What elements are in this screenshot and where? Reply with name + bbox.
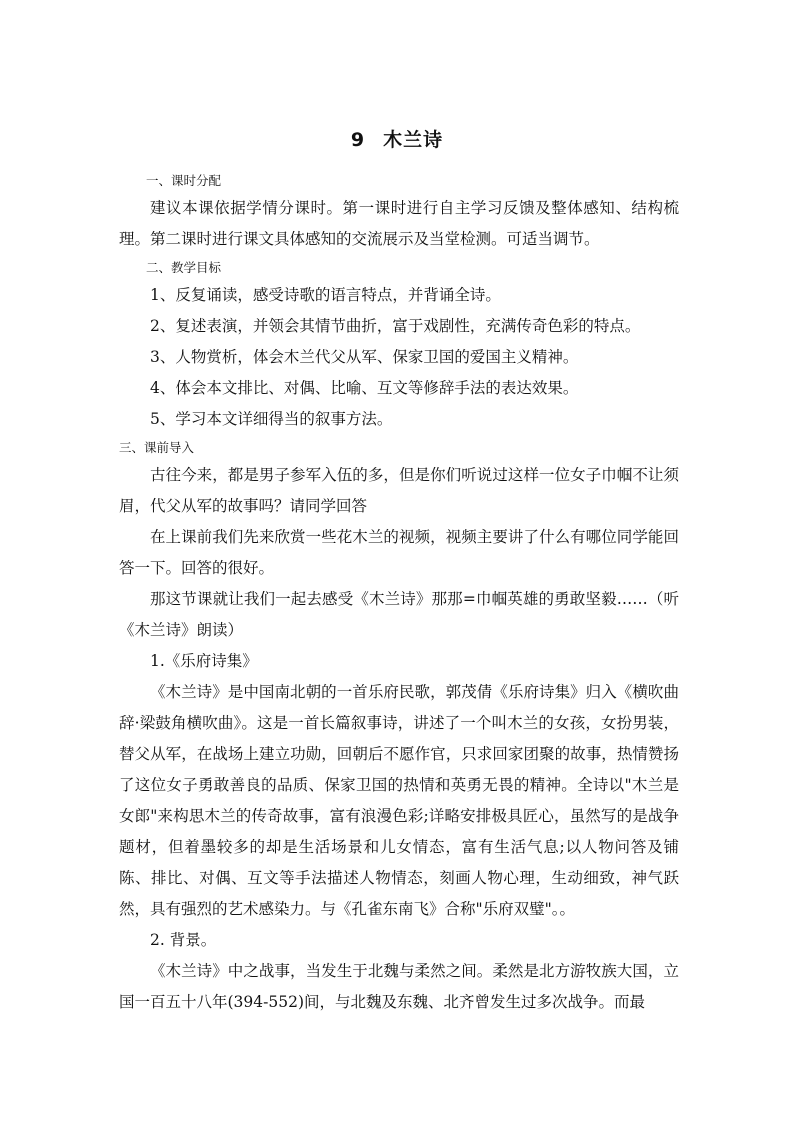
paragraph-intro-1: 古往今来，都是男子参军入伍的多，但是你们听说过这样一位女子巾帼不让须眉，代父从军的故事吗？请同学回答 xyxy=(119,466,679,515)
page-title xyxy=(0,125,794,152)
lesson-title: 木兰诗 xyxy=(383,129,444,151)
goal-item-5: 5、学习本文详细得当的叙事方法。 xyxy=(150,410,393,428)
document-body xyxy=(119,168,679,1018)
paragraph-intro-3: 那这节课就让我们一起去感受《木兰诗》那那=巾帼英雄的勇敢坚毅……（听《木兰诗》朗读） xyxy=(119,590,679,639)
subheading-yuefu: 1.《乐府诗集》 xyxy=(150,652,258,670)
goal-item-1: 1、反复诵读，感受诗歌的语言特点，并背诵全诗。 xyxy=(150,286,501,304)
subheading-background: 2. 背景。 xyxy=(150,931,217,949)
paragraph-background: 《木兰诗》中之战事，当发生于北魏与柔然之间。柔然是北方游牧族大国，立国一百五十八年(394-552)间，与北魏及东魏、北齐曾发生过多次战争。而最 xyxy=(119,962,679,1011)
lesson-number: 9 xyxy=(350,129,366,151)
paragraph-schedule: 建议本课依据学情分课时。第一课时进行自主学习反馈及整体感知、结构梳理。第二课时进行课文具体感知的交流展示及当堂检测。可适当调节。 xyxy=(119,199,679,248)
section-heading-3: 三、课前导入 xyxy=(119,440,195,455)
section-heading-1: 一、课时分配 xyxy=(146,173,222,188)
paragraph-yuefu: 《木兰诗》是中国南北朝的一首乐府民歌，郭茂倩《乐府诗集》归入《横吹曲辞·梁鼓角横吹曲》。这是一首长篇叙事诗，讲述了一个叫木兰的女孩，女扮男装，替父从军，在战场上建立功勋，回朝后不愿作官，只求回家团聚的故事，热情赞扬了这位女子勇敢善良的品质、保家卫国的热情和英勇无畏的精神。全诗以"木兰是女郎"来构思木兰的传奇故事，富有浪漫色彩;详略安排极具匠心，虽然写的是战争题材，但着墨较多的却是生活场景和儿女情态，富有生活气息;以人物问答及铺陈、排比、对偶、互文等手法描述人物情态，刻画人物心理，生动细致，神气跃然，具有强烈的艺术感染力。与《孔雀东南飞》合称"乐府双璧"。。 xyxy=(119,683,679,918)
goal-item-3: 3、人物赏析，体会木兰代父从军、保家卫国的爱国主义精神。 xyxy=(150,348,579,366)
goal-item-4: 4、体会本文排比、对偶、比喻、互文等修辞手法的表达效果。 xyxy=(150,379,579,397)
section-heading-2: 二、教学目标 xyxy=(146,260,222,275)
goal-item-2: 2、复述表演，并领会其情节曲折，富于戏剧性，充满传奇色彩的特点。 xyxy=(150,317,641,335)
paragraph-intro-2: 在上课前我们先来欣赏一些花木兰的视频，视频主要讲了什么有哪位同学能回答一下。回答的很好。 xyxy=(119,528,679,577)
